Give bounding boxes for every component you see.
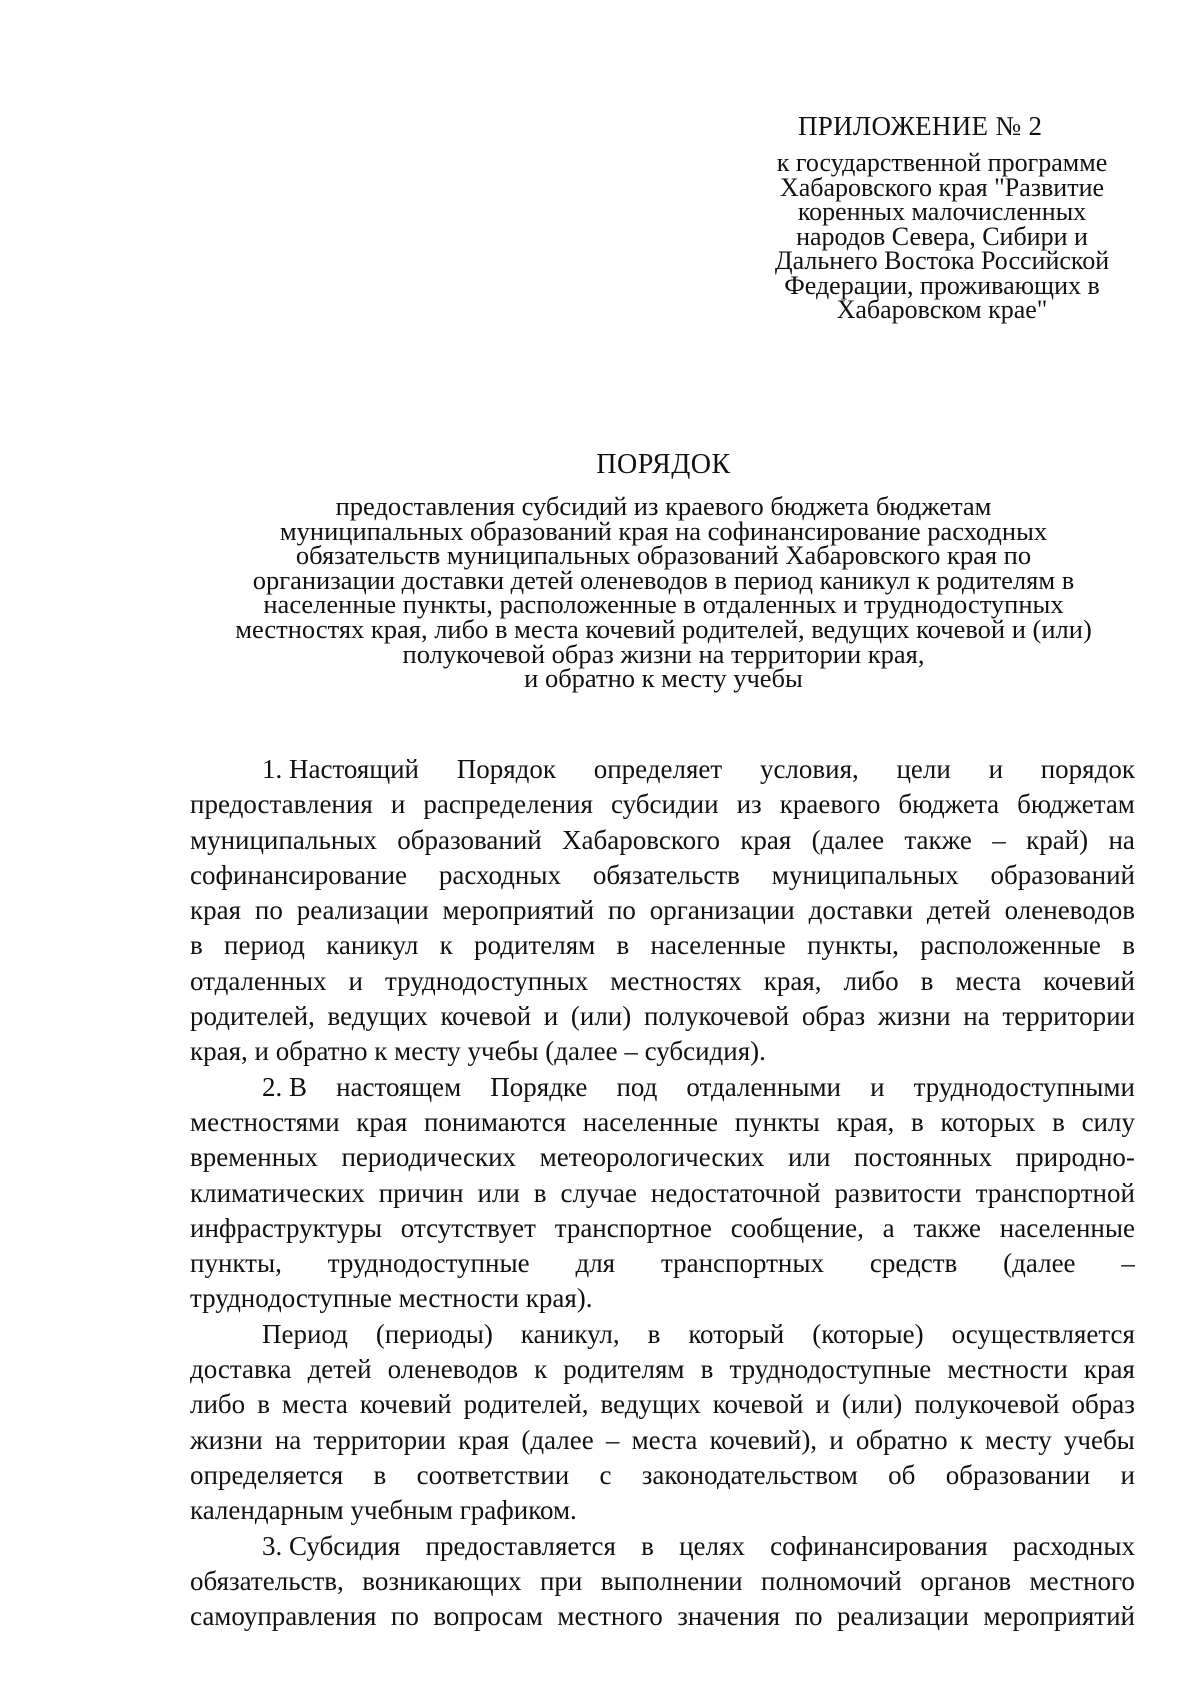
word: организации <box>649 895 795 926</box>
word: транспортной <box>975 1177 1135 1208</box>
word: к <box>534 1354 548 1385</box>
word: метеорологических <box>539 1142 765 1173</box>
paragraph-line <box>190 787 1135 822</box>
word: развитости <box>834 1177 962 1208</box>
word: местного <box>1029 1565 1135 1596</box>
word: транспортных <box>660 1248 824 1279</box>
word: и <box>390 789 406 820</box>
appendix-block <box>756 110 1128 323</box>
word: (далее <box>1003 1248 1076 1279</box>
word: реализации <box>296 895 429 926</box>
word: жизни <box>877 1001 951 1032</box>
paragraph-line <box>190 928 1135 963</box>
word: территории <box>1002 1001 1135 1032</box>
word: (которые) <box>812 1318 924 1349</box>
word: осуществляется <box>951 1318 1135 1349</box>
word: случае <box>560 1177 637 1208</box>
order-subtitle-line: населенные пункты, расположенные в отдаленных и труднодоступных <box>263 589 1064 620</box>
word: местности <box>947 1354 1068 1385</box>
word: края, <box>836 1106 895 1137</box>
paragraph-line <box>190 752 1135 787</box>
word: населенные <box>582 1106 718 1137</box>
paragraph-line <box>190 1599 1135 1634</box>
paragraph-line <box>190 1387 1135 1422</box>
word: край) <box>1026 824 1089 855</box>
word: либо <box>190 1389 246 1420</box>
order-subtitle-line: муниципальных образований края на софинансирование расходных <box>279 515 1048 546</box>
order-subtitle-line: и обратно к месту учебы <box>524 663 803 694</box>
appendix-lines <box>756 148 1128 324</box>
word: который <box>688 1318 785 1349</box>
word: – <box>1121 1248 1135 1279</box>
word: выполнении <box>600 1565 743 1596</box>
paragraph-line <box>190 1458 1135 1493</box>
word: субсидии <box>610 789 719 820</box>
word: Порядок <box>456 754 557 784</box>
word: в <box>1122 930 1135 961</box>
word: сообщение, <box>730 1212 864 1243</box>
word: для <box>575 1248 616 1279</box>
word: – <box>605 1424 620 1455</box>
word: труднодоступных <box>384 965 589 996</box>
word: оленеводов <box>1004 895 1135 926</box>
paragraph-line <box>190 999 1135 1034</box>
word: ведущих <box>600 1389 701 1420</box>
word: края <box>458 1424 510 1455</box>
word: на <box>274 1424 302 1455</box>
word: предоставляется <box>425 1530 616 1561</box>
word: и <box>988 754 1004 784</box>
word: инфраструктуры <box>190 1212 382 1243</box>
word: климатических <box>190 1177 365 1208</box>
word: по <box>390 1601 419 1632</box>
word: временных <box>190 1142 318 1173</box>
word: оленеводов <box>387 1354 518 1385</box>
appendix-line: Дальнего Востока Российской <box>774 246 1110 275</box>
order-subtitle-line: организации доставки детей оленеводов в период каникул к родителям в <box>252 564 1075 595</box>
word: родителям <box>563 1354 685 1385</box>
word: календарным учебным графиком. <box>190 1495 577 1526</box>
word: труднодоступные местности края). <box>190 1283 593 1314</box>
word: или <box>788 1142 831 1173</box>
word: целях <box>679 1530 745 1561</box>
appendix-line: к государственной программе <box>776 148 1108 177</box>
word: территории <box>313 1424 446 1455</box>
word: кочевий), <box>709 1424 818 1455</box>
word: (далее <box>811 824 885 855</box>
word: период <box>224 930 305 961</box>
word: кочевий <box>1043 965 1135 996</box>
word: софинансирование <box>190 859 408 890</box>
word: значения <box>677 1601 781 1632</box>
word: по <box>794 1601 823 1632</box>
paragraph-line <box>190 1493 1135 1528</box>
appendix-line: Хабаровском крае" <box>836 295 1048 324</box>
word: самоуправления <box>190 1601 377 1632</box>
word: и <box>829 1424 844 1455</box>
appendix-line: Федерации, проживающих в <box>784 270 1100 300</box>
word: (или) <box>570 1001 632 1032</box>
word: пункты, <box>807 930 899 961</box>
paragraph-line <box>190 1105 1135 1140</box>
word: – <box>992 824 1006 855</box>
word: места <box>281 1389 348 1420</box>
word: родителей, <box>463 1389 589 1420</box>
word: труднодоступными <box>913 1071 1135 1102</box>
word: которых <box>940 1106 1036 1137</box>
word: об <box>888 1459 916 1490</box>
paragraph-line <box>190 1352 1135 1387</box>
word: края, и обратно к месту учебы (далее – субсидия). <box>190 1036 766 1067</box>
word: или <box>477 1177 520 1208</box>
word: обязательств <box>592 859 740 890</box>
paragraph-line <box>190 823 1135 858</box>
word: полукочевой <box>643 1001 790 1032</box>
word: периодических <box>341 1142 517 1173</box>
word: населенные <box>650 930 786 961</box>
word: в <box>190 930 203 961</box>
paragraph-line <box>190 1176 1135 1211</box>
paragraph-line <box>190 1140 1135 1175</box>
order-subtitle-line: местностях края, либо в места кочевий родителей, ведущих кочевой и (или) <box>235 613 1092 644</box>
word: также <box>904 824 972 855</box>
word: труднодоступные <box>729 1354 932 1385</box>
word: бюджета <box>898 789 1000 820</box>
word: при <box>539 1565 583 1596</box>
word: по <box>254 895 283 926</box>
paragraph-line <box>190 1317 1135 1352</box>
word: учебы <box>1063 1424 1135 1455</box>
word: средств <box>869 1248 958 1279</box>
word: постоянных <box>854 1142 993 1173</box>
word: цели <box>896 754 951 784</box>
word: в <box>533 1177 547 1208</box>
order-subtitle-line: предоставления субсидий из краевого бюджета бюджетам <box>335 491 992 521</box>
word: пункты <box>734 1106 820 1137</box>
word: соответствии <box>416 1459 570 1490</box>
word: Период <box>262 1318 348 1349</box>
word: к <box>959 1424 973 1455</box>
word: детей <box>307 1354 372 1385</box>
word: расходных <box>1012 1530 1135 1561</box>
word: мероприятий <box>442 895 595 926</box>
word: бюджетам <box>1017 789 1135 820</box>
word: в <box>373 1459 387 1490</box>
word: доставка <box>190 1354 292 1385</box>
paragraph-line <box>190 1211 1135 1246</box>
word: местного <box>557 1601 663 1632</box>
word: по <box>607 895 636 926</box>
word: образовании <box>945 1459 1091 1490</box>
paragraph-line <box>190 1529 1135 1564</box>
word: (далее <box>521 1424 594 1455</box>
word: на <box>963 1001 990 1032</box>
word: 3. Субсидия <box>262 1530 401 1561</box>
word: под <box>616 1071 658 1102</box>
word: распределения <box>423 789 593 820</box>
word: и <box>815 1389 830 1420</box>
word: расходных <box>438 859 561 890</box>
paragraph-line <box>190 1034 1135 1069</box>
order-heading-block <box>150 448 1177 694</box>
word: населенные <box>999 1212 1135 1243</box>
word: и <box>870 1071 885 1102</box>
word: в <box>616 930 630 961</box>
word: вопросам <box>433 1601 543 1632</box>
appendix-line: Хабаровского края "Развитие <box>779 172 1105 202</box>
appendix-line: народов Севера, Сибири и <box>796 221 1088 251</box>
word: места <box>955 965 1022 996</box>
word: детей <box>926 895 991 926</box>
paragraph-line <box>190 1564 1135 1599</box>
word: силу <box>1081 1106 1135 1137</box>
word: и <box>1120 1459 1135 1490</box>
paragraph-line <box>190 858 1135 893</box>
word: полукочевой <box>914 1389 1060 1420</box>
word: из <box>736 789 762 820</box>
word: отдаленных <box>190 965 327 996</box>
word: с <box>599 1459 612 1490</box>
word: кочевий <box>359 1389 452 1420</box>
word: природно- <box>1015 1142 1135 1173</box>
word: софинансирования <box>770 1530 988 1561</box>
word: образований <box>990 859 1135 890</box>
word: места <box>631 1424 698 1455</box>
word: каникул, <box>520 1318 620 1349</box>
word: родителям <box>474 930 596 961</box>
word: 2. В <box>262 1071 308 1102</box>
word: недостаточной <box>650 1177 821 1208</box>
word: обратно <box>855 1424 948 1455</box>
word: в <box>700 1354 714 1385</box>
word: условия, <box>759 754 859 784</box>
word: и <box>348 965 363 996</box>
order-subtitle <box>150 491 1177 694</box>
word: мероприятий <box>983 1601 1135 1632</box>
word: полномочий <box>761 1565 902 1596</box>
word: отсутствует <box>400 1212 536 1243</box>
word: в <box>257 1389 270 1420</box>
order-subtitle-line: обязательств муниципальных образований Хабаровского края по <box>295 540 1032 571</box>
word: в <box>641 1530 654 1561</box>
word: местностях <box>610 965 742 996</box>
word: и <box>543 1001 559 1032</box>
word: определяет <box>593 754 723 784</box>
word: причин <box>378 1177 464 1208</box>
paragraph-line <box>190 1246 1135 1281</box>
word: органов <box>920 1565 1012 1596</box>
word: образ <box>801 1001 866 1032</box>
word: (периоды) <box>375 1318 493 1349</box>
word: реализации <box>836 1601 969 1632</box>
appendix-line: коренных малочисленных <box>797 197 1087 226</box>
word: либо <box>843 965 899 996</box>
word: к <box>439 930 453 961</box>
word: в <box>910 1106 924 1137</box>
word: образ <box>1071 1389 1135 1420</box>
word: месту <box>985 1424 1052 1455</box>
document-body <box>190 752 1135 1634</box>
word: транспортное <box>554 1212 712 1243</box>
word: пункты, <box>190 1248 282 1279</box>
word: настоящем <box>336 1071 462 1102</box>
word: ведущих <box>327 1001 428 1032</box>
word: в <box>920 965 934 996</box>
word: образований <box>397 824 542 855</box>
word: предоставления <box>190 789 373 820</box>
appendix-title: ПРИЛОЖЕНИЕ № 2 <box>798 111 1043 141</box>
paragraph-line <box>190 1281 1135 1316</box>
word: в <box>647 1318 661 1349</box>
word: в <box>1052 1106 1065 1137</box>
word: Порядке <box>490 1071 588 1102</box>
word: также <box>913 1212 981 1243</box>
word: определяется <box>190 1459 344 1490</box>
paragraph-line <box>190 964 1135 999</box>
paragraph-line <box>190 1070 1135 1105</box>
word: края, <box>763 965 822 996</box>
word: 1. Настоящий <box>262 754 420 784</box>
word: краевого <box>779 789 881 820</box>
word: края <box>1083 1354 1135 1385</box>
word: отдаленными <box>686 1071 841 1102</box>
word: труднодоступные <box>327 1248 530 1279</box>
paragraph-line <box>190 893 1135 928</box>
paragraph-line <box>190 1423 1135 1458</box>
word: жизни <box>190 1424 263 1455</box>
word: кочевой <box>440 1001 532 1032</box>
word: местностями <box>190 1106 340 1137</box>
word: возникающих <box>362 1565 522 1596</box>
word: а <box>882 1212 895 1243</box>
word: муниципальных <box>190 824 377 855</box>
word: (или) <box>841 1389 903 1420</box>
order-subtitle-line: полукочевой образ жизни на территории края, <box>402 638 925 669</box>
word: законодательством <box>641 1459 858 1490</box>
order-title: ПОРЯДОК <box>596 449 731 480</box>
word: каникул <box>326 930 419 961</box>
word: муниципальных <box>771 859 959 890</box>
word: расположенные <box>920 930 1101 961</box>
word: понимаются <box>423 1106 567 1137</box>
word: доставки <box>808 895 913 926</box>
word: кочевой <box>712 1389 804 1420</box>
word: на <box>1108 824 1135 855</box>
word: Хабаровского <box>562 824 720 855</box>
word: края <box>190 895 242 926</box>
word: родителей, <box>190 1001 315 1032</box>
word: края <box>740 824 792 855</box>
word: порядок <box>1040 754 1135 784</box>
word: обязательств, <box>190 1565 344 1596</box>
word: края <box>356 1106 408 1137</box>
